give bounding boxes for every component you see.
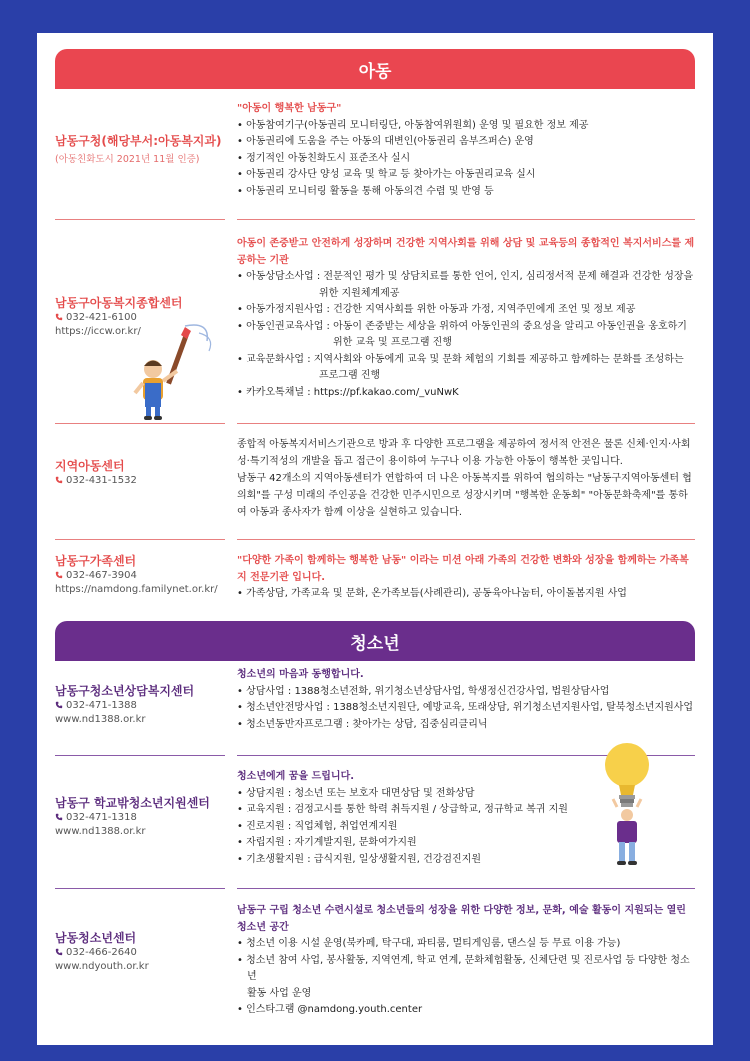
org-namdong-youth-center: [55, 930, 225, 974]
divider: [55, 539, 225, 540]
list-item: • 청소년 이용 시설 운영(북카페, 탁구대, 파티룸, 멀티게임룸, 댄스실 등 무료 이용 가능): [237, 936, 697, 953]
desc-heading: 남동구 구립 청소년 수련시설로 청소년들의 성장을 위한 다양한 정보, 문화, 예술 활동이 지원되는 열린 청소년 공간: [237, 905, 686, 933]
list-item: • 상담사업 : 1388청소년전화, 위기청소년상담사업, 학생정신건강사업, 법원상담사업: [237, 684, 697, 701]
list-item: • 아동상담소사업 : 전문적인 평가 및 상담치료를 통한 언어, 인지, 심리정서적 문제 해결과 건강한 성장을: [237, 269, 697, 286]
phone-icon: [55, 948, 63, 956]
org-name: 남동구아동복지종합센터: [55, 296, 183, 310]
org-name: 남동구가족센터: [55, 554, 137, 568]
desc-heading: 청소년의 마음과 동행합니다.: [237, 669, 364, 680]
list-item: • 상담지원 : 청소년 또는 보호자 대면상담 및 전화상담: [237, 786, 697, 803]
org-url[interactable]: www.ndyouth.or.kr: [55, 961, 149, 972]
list-item: • 아동가정지원사업 : 건강한 지역사회를 위한 아동과 가정, 지역주민에게 조언 및 정보 제공: [237, 302, 697, 319]
list-item: • 아동권리 강사단 양성 교육 및 학교 등 찾아가는 아동권리교육 실시: [237, 167, 697, 184]
org-url[interactable]: https://namdong.familynet.or.kr/: [55, 584, 218, 595]
divider: [237, 539, 695, 540]
list-item-cont: 프로그램 진행: [319, 370, 381, 381]
phone-icon: [55, 701, 63, 709]
list-item: • 가족상담, 가족교육 및 문화, 온가족보듬(사례관리), 공동육아나눔터, 아이돌봄지원 사업: [237, 586, 697, 603]
phone-icon: [55, 813, 63, 821]
org-description: [237, 553, 697, 603]
list-item: • 아동권리 모니터링 활동을 통해 아동의견 수렴 및 반영 등: [237, 184, 697, 201]
list-item[interactable]: • 인스타그램 @namdong.youth.center: [237, 1002, 697, 1019]
org-description: [237, 101, 697, 200]
list-item-cont: 위한 지원체계제공: [319, 287, 400, 299]
divider: [237, 888, 695, 889]
list-item: • 기초생활지원 : 급식지원, 일상생활지원, 건강검진지원: [237, 852, 697, 869]
list-item[interactable]: • 카카오톡채널 : https://pf.kakao.com/_vuNwK: [237, 385, 697, 402]
phone-number: 032-466-2640: [66, 947, 137, 958]
desc-heading: "다양한 가족이 함께하는 행복한 남동" 이라는 미션 아래 가족의 건강한 변화와 성장을 함께하는 가족복지 전문기관 입니다.: [237, 555, 689, 583]
divider: [55, 423, 225, 424]
list-item: • 아동참여기구(아동권리 모니터링단, 아동참여위원회) 운영 및 필요한 정보 제공: [237, 118, 697, 135]
org-phone: [55, 811, 225, 825]
desc-paragraph: 종합적 아동복지서비스기관으로 방과 후 다양한 프로그램을 제공하여 정서적 안전은 물론 신체·인지·사회성·특기적성의 개발을 돕고 접근이 용이하여 누구나 이용 가능한 아동이 행복한 곳입니다.: [237, 439, 691, 467]
list-item: • 아동인권교육사업 : 아동이 존중받는 세상을 위하여 아동인권의 중요성을 알리고 아동인권을 옹호하기: [237, 319, 697, 336]
org-url[interactable]: https://iccw.or.kr/: [55, 326, 141, 337]
list-item: • 청소년안전망사업 : 1388청소년지원단, 예방교육, 또래상담, 위기청소년지원사업, 탈북청소년지원사업: [237, 700, 697, 717]
org-certification: (아동친화도시 2021년 11월 인증): [55, 154, 200, 165]
divider: [55, 888, 225, 889]
org-name: 남동청소년센터: [55, 931, 137, 945]
phone-number: 032-471-1318: [66, 812, 137, 823]
list-item: • 청소년 참여 사업, 봉사활동, 지역연계, 학교 연계, 문화체험활동, 신체단련 및 진로사업 등 다양한 청소년: [237, 953, 697, 986]
list-item: • 교육지원 : 검정고시를 통한 학력 취득지원 / 상급학교, 정규학교 복귀 지원: [237, 802, 697, 819]
phone-number: 032-431-1532: [66, 475, 137, 486]
org-name: 지역아동센터: [55, 459, 125, 473]
list-item: • 청소년동반자프로그램 : 찾아가는 상담, 집중심리클리닉: [237, 717, 697, 734]
org-namdong-gucheong: [55, 133, 225, 165]
desc-heading: "아동이 행복한 남동구": [237, 103, 342, 114]
org-out-of-school-youth-center: [55, 795, 225, 839]
org-local-child-center: [55, 458, 225, 488]
org-name: 남동구청소년상담복지센터: [55, 684, 195, 698]
org-name: 남동구청(해당부서:아동복지과): [55, 134, 222, 148]
list-item: • 교육문화사업 : 지역사회와 아동에게 교육 및 문화 체험의 기회를 제공하고 함께하는 문화를 조성하는: [237, 352, 697, 369]
desc-heading: 아동이 존중받고 안전하게 성장하며 건강한 지역사회를 위해 상담 및 교육등의 종합적인 복지서비스를 제공하는 기관: [237, 238, 695, 266]
phone-icon: [55, 476, 63, 484]
list-item: • 진로지원 : 직업체험, 취업연계지원: [237, 819, 697, 836]
org-phone: [55, 946, 225, 960]
list-item: • 정기적인 아동친화도시 표준조사 실시: [237, 151, 697, 168]
divider: [237, 219, 695, 220]
org-description: [237, 236, 697, 401]
org-phone: [55, 569, 225, 583]
divider: [237, 423, 695, 424]
list-item: • 아동권리에 도움을 주는 아동의 대변인(아동권리 옴부즈퍼슨) 운영: [237, 134, 697, 151]
org-family-center: [55, 553, 225, 597]
list-item-cont: 위한 교육 및 프로그램 진행: [333, 337, 452, 348]
divider: [55, 755, 225, 756]
desc-paragraph: 남동구 42개소의 지역아동센터가 연합하여 더 나은 아동복지를 위하여 협의하는 "남동구지역아동센터 협의회"를 구성 미래의 주인공을 건강한 민주시민으로 성장시키며 "행복한 운동회" "아동문화축제"를 통하여 아동과 종사자가 함께 이상을 실현하고 있습니다.: [237, 473, 692, 518]
divider: [55, 219, 225, 220]
org-description: [237, 667, 697, 733]
child-painter-illustration: [115, 311, 225, 423]
org-url[interactable]: www.nd1388.or.kr: [55, 714, 146, 725]
list-item: • 자립지원 : 자기계발지원, 문화여가지원: [237, 835, 697, 852]
section-banner-children: 아동: [55, 49, 695, 89]
phone-number: 032-421-6100: [66, 312, 137, 323]
org-url[interactable]: www.nd1388.or.kr: [55, 826, 146, 837]
phone-icon: [55, 313, 63, 321]
org-description: [237, 769, 697, 868]
org-description: [237, 436, 697, 521]
org-youth-counseling-center: [55, 683, 225, 727]
phone-number: 032-467-3904: [66, 570, 137, 581]
phone-number: 032-471-1388: [66, 700, 137, 711]
org-phone: [55, 474, 225, 488]
org-phone: [55, 699, 225, 713]
phone-icon: [55, 571, 63, 579]
desc-heading: 청소년에게 꿈을 드립니다.: [237, 771, 355, 782]
org-description: [237, 903, 697, 1019]
page-sheet: [37, 33, 713, 1045]
section-banner-youth: 청소년: [55, 621, 695, 661]
org-name: 남동구 학교밖청소년지원센터: [55, 796, 210, 810]
list-item-cont: 활동 사업 운영: [247, 987, 312, 999]
